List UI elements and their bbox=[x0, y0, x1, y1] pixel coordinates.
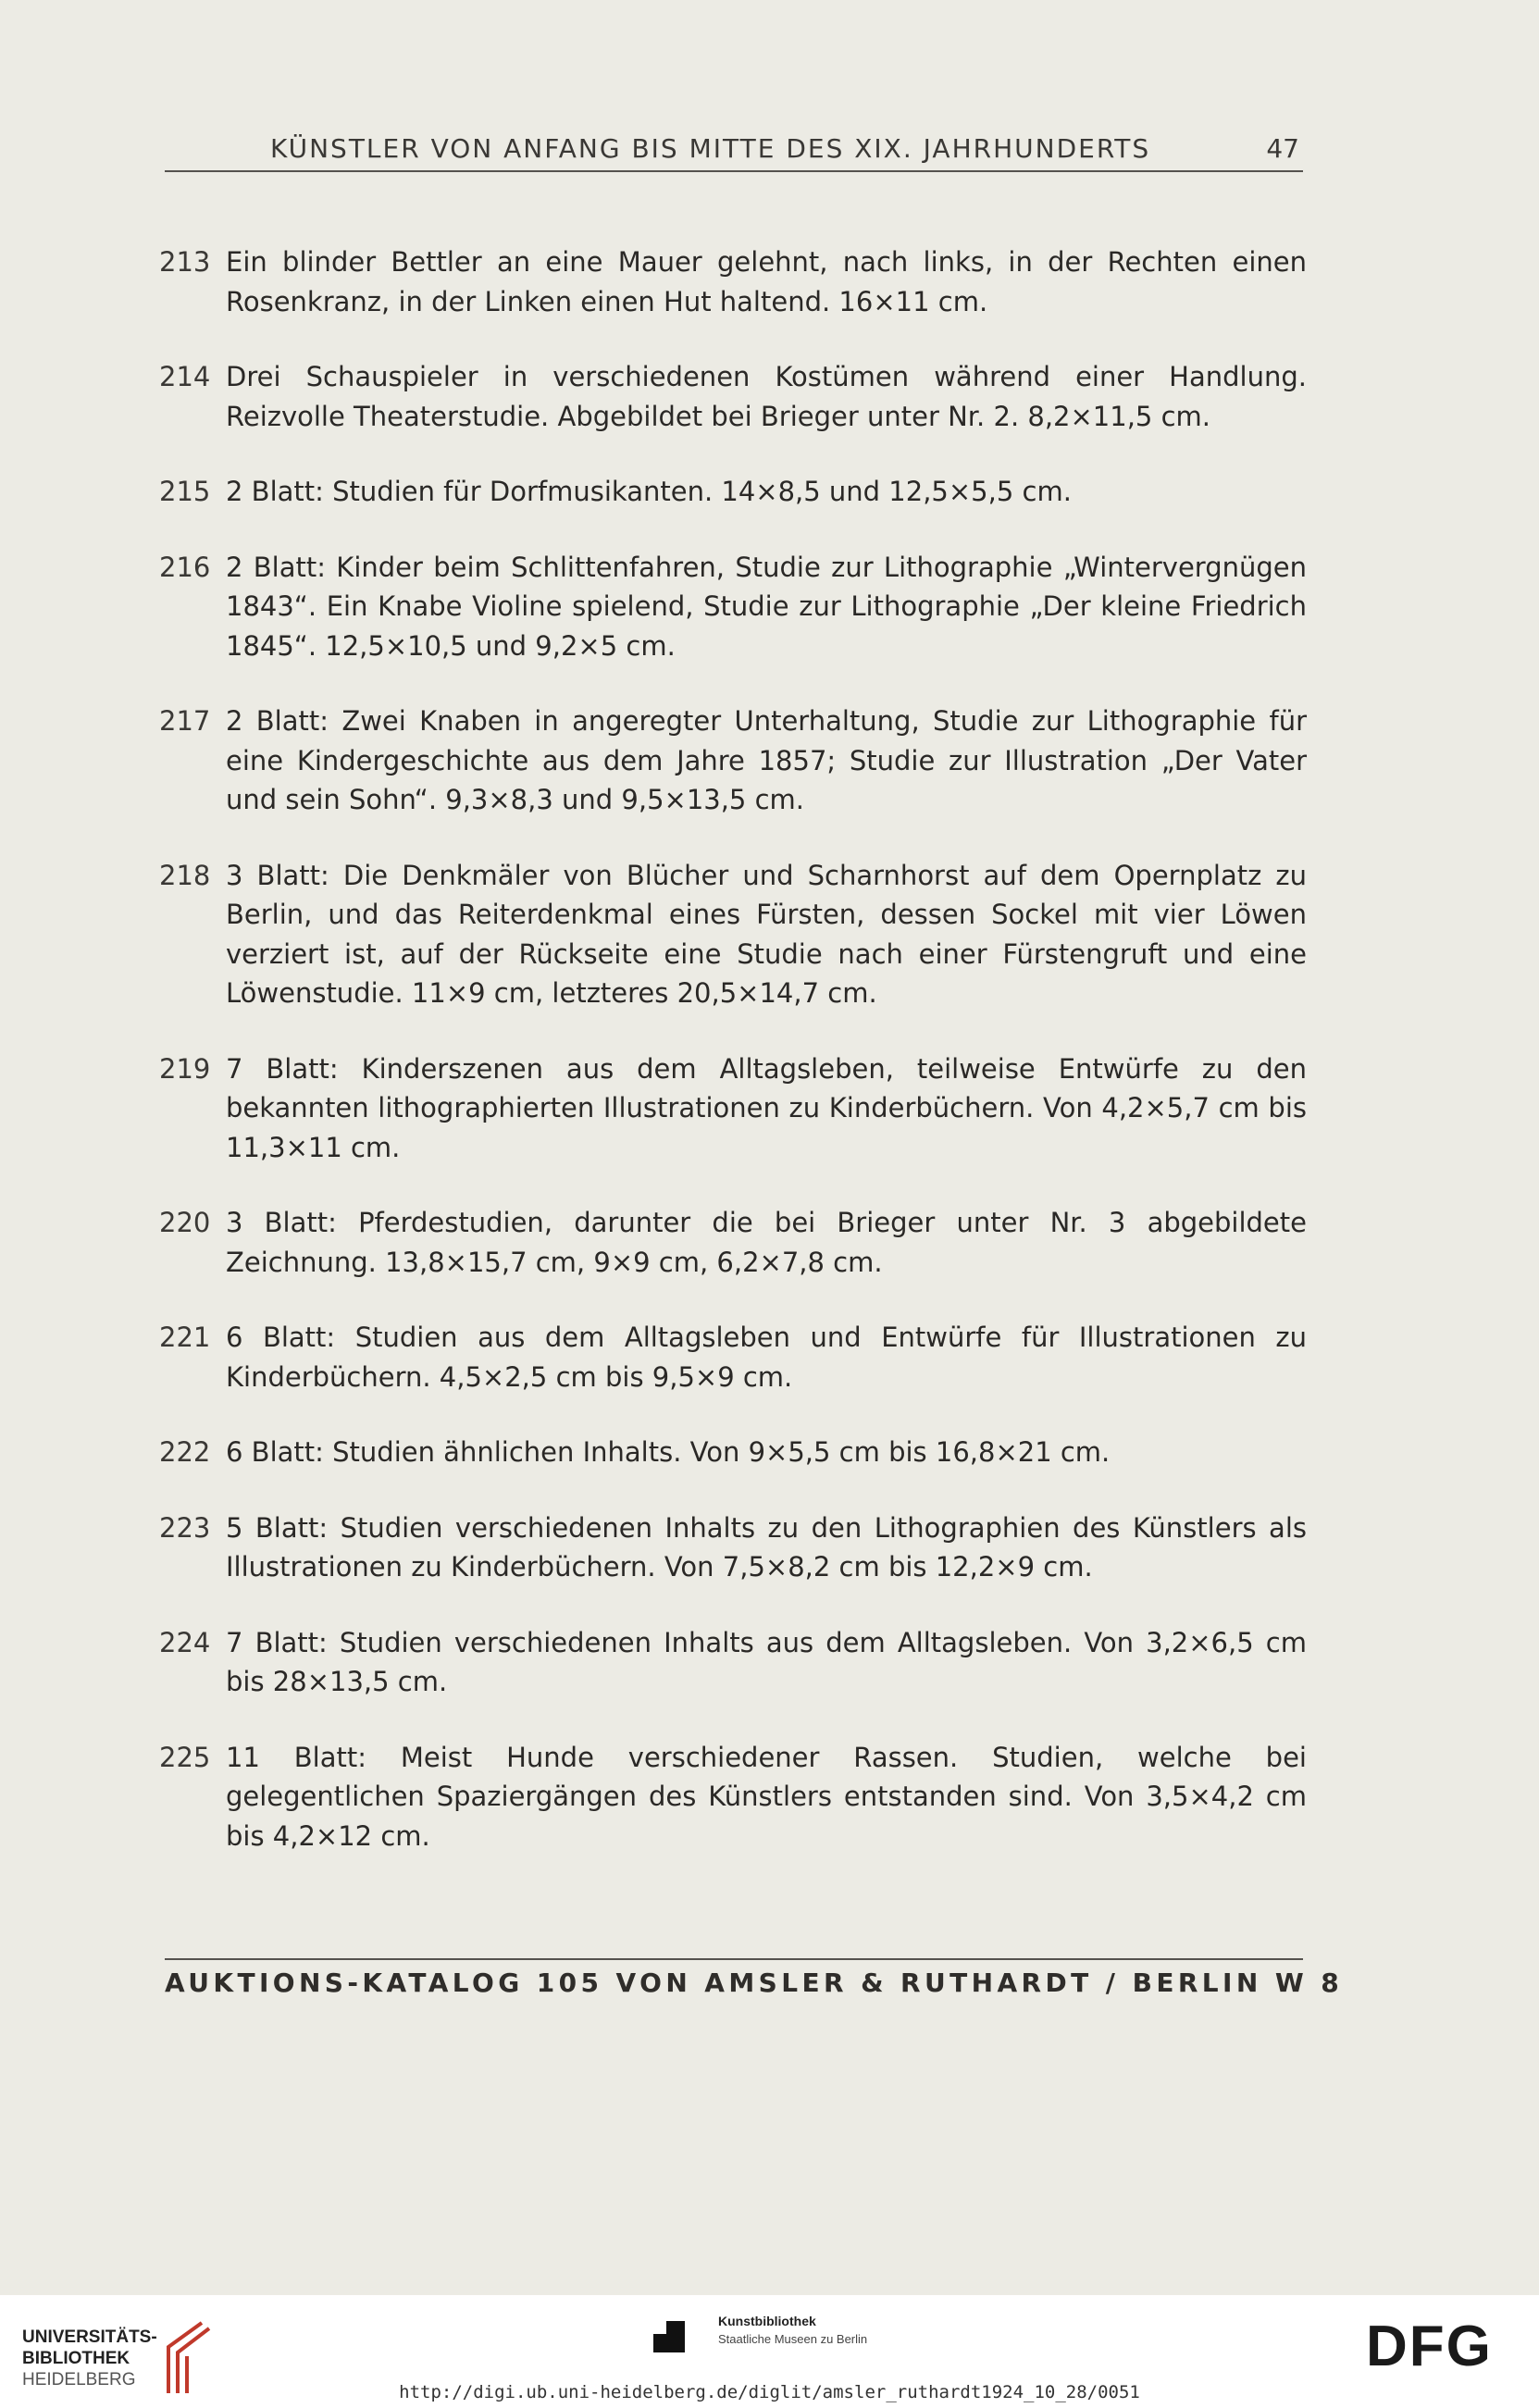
catalog-entry bbox=[159, 701, 1307, 820]
catalog-entry bbox=[159, 1508, 1307, 1587]
entry-text: 6 Blatt: Studien aus dem Alltagsleben und Entwürfe für Illustrationen zu Kinderbüchern. 4,5×2,5 cm bis 9,5×9 cm. bbox=[226, 1322, 1307, 1393]
entry-text: 11 Blatt: Meist Hunde verschiedener Rassen. Studien, welche bei gelegentlichen Spaziergängen des Künstlers entstanden sind. Von 3,5×4,2 cm bis 4,2×12 cm. bbox=[226, 1741, 1307, 1852]
entry-text: 3 Blatt: Die Denkmäler von Blücher und Scharnhorst auf dem Opernplatz zu Berlin, und das Reiterdenkmal eines Fürsten, dessen Sockel mit vier Löwen verziert ist, auf der Rückseite eine Studie nach einer Fürstengruft und eine Löwenstudie. 11×9 cm, letzteres 20,5×14,7 cm. bbox=[226, 859, 1307, 1009]
entry-text: 7 Blatt: Studien verschiedenen Inhalts aus dem Alltagsleben. Von 3,2×6,5 cm bis 28×13,5 cm. bbox=[226, 1626, 1307, 1697]
catalog-entry bbox=[159, 1738, 1307, 1856]
entry-number: 214 bbox=[159, 361, 211, 392]
kunstbibliothek-title: Kunstbibliothek bbox=[718, 2314, 816, 2328]
catalog-footer: AUKTIONS-KATALOG 105 VON AMSLER & RUTHARDT / BERLIN W 8 bbox=[165, 1967, 1344, 1998]
ub-line-1: UNIVERSITÄTS- bbox=[22, 2327, 157, 2347]
entry-text: 7 Blatt: Kinderszenen aus dem Alltagsleben, teilweise Entwürfe zu den bekannten lithographierten Illustrationen zu Kinderbüchern. Von 4,2×5,7 cm bis 11,3×11 cm. bbox=[226, 1052, 1307, 1163]
kunstbibliothek-square-icon bbox=[653, 2321, 685, 2352]
entry-number: 219 bbox=[159, 1052, 211, 1085]
entry-text: Ein blinder Bettler an eine Mauer gelehnt, nach links, in der Rechten einen Rosenkranz, in der Linken einen Hut haltend. 16×11 cm. bbox=[226, 246, 1307, 317]
entry-number: 220 bbox=[159, 1207, 211, 1238]
entry-number: 222 bbox=[159, 1436, 211, 1468]
footer-divider bbox=[165, 1958, 1303, 1960]
entry-number: 215 bbox=[159, 476, 211, 507]
catalog-entry bbox=[159, 1203, 1307, 1282]
catalog-entry bbox=[159, 1318, 1307, 1396]
entry-number: 218 bbox=[159, 859, 211, 891]
catalog-entry bbox=[159, 242, 1307, 321]
entry-text: 5 Blatt: Studien verschiedenen Inhalts zu den Lithographien des Künstlers als Illustrationen zu Kinderbüchern. Von 7,5×8,2 cm bis 12,2×9 cm. bbox=[226, 1511, 1307, 1583]
entry-number: 216 bbox=[159, 551, 211, 583]
catalog-entry bbox=[159, 1433, 1307, 1472]
entry-text: 6 Blatt: Studien ähnlichen Inhalts. Von 9×5,5 cm bis 16,8×21 cm. bbox=[226, 1436, 1111, 1468]
catalog-entry bbox=[159, 357, 1307, 436]
entry-text: Drei Schauspieler in verschiedenen Kostümen während einer Handlung. Reizvolle Theaterstudie. Abgebildet bei Brieger unter Nr. 2. 8,2×11,5 cm. bbox=[226, 361, 1307, 432]
catalog-entry bbox=[159, 472, 1307, 512]
page-number: 47 bbox=[1266, 133, 1299, 164]
catalog-entries bbox=[159, 242, 1307, 1892]
entry-text: 3 Blatt: Pferdestudien, darunter die bei Brieger unter Nr. 3 abgebildete Zeichnung. 13,8×15,7 cm, 9×9 cm, 6,2×7,8 cm. bbox=[226, 1207, 1307, 1278]
catalog-entry bbox=[159, 1049, 1307, 1168]
entry-text: 2 Blatt: Zwei Knaben in angeregter Unterhaltung, Studie zur Lithographie für eine Kindergeschichte aus dem Jahre 1857; Studie zur Illustration „Der Vater und sein Sohn“. 9,3×8,3 und 9,5×13,5 cm. bbox=[226, 705, 1307, 815]
catalog-entry bbox=[159, 1623, 1307, 1702]
permalink-url[interactable]: http://digi.ub.uni-heidelberg.de/diglit/amsler_ruthardt1924_10_28/0051 bbox=[399, 2382, 1140, 2402]
catalog-entry bbox=[159, 548, 1307, 666]
entry-number: 221 bbox=[159, 1322, 211, 1353]
dfg-logo[interactable] bbox=[1366, 2317, 1521, 2373]
ub-line-3: HEIDELBERG bbox=[22, 2370, 136, 2389]
running-head-title: KÜNSTLER VON ANFANG BIS MITTE DES XIX. JAHRHUNDERTS bbox=[270, 133, 1151, 164]
ub-line-2: BIBLIOTHEK bbox=[22, 2349, 130, 2368]
entry-number: 225 bbox=[159, 1741, 211, 1773]
dfg-logo-text: DFG bbox=[1366, 2317, 1493, 2373]
entry-text: 2 Blatt: Kinder beim Schlittenfahren, Studie zur Lithographie „Wintervergnügen 1843“. Ein Knabe Violine spielend, Studie zur Lithographie „Der kleine Friedrich 1845“. 12,5×10,5 und 9,2×5 cm. bbox=[226, 551, 1307, 662]
entry-text: 2 Blatt: Studien für Dorfmusikanten. 14×8,5 und 12,5×5,5 cm. bbox=[226, 476, 1072, 507]
running-head bbox=[165, 130, 1303, 172]
entry-number: 223 bbox=[159, 1511, 211, 1544]
catalog-entry bbox=[159, 856, 1307, 1013]
kunstbibliothek-subtitle: Staatliche Museen zu Berlin bbox=[718, 2332, 868, 2346]
entry-number: 213 bbox=[159, 246, 211, 278]
kunstbibliothek-logo[interactable] bbox=[653, 2310, 931, 2365]
entry-number: 224 bbox=[159, 1626, 211, 1658]
entry-number: 217 bbox=[159, 705, 211, 737]
